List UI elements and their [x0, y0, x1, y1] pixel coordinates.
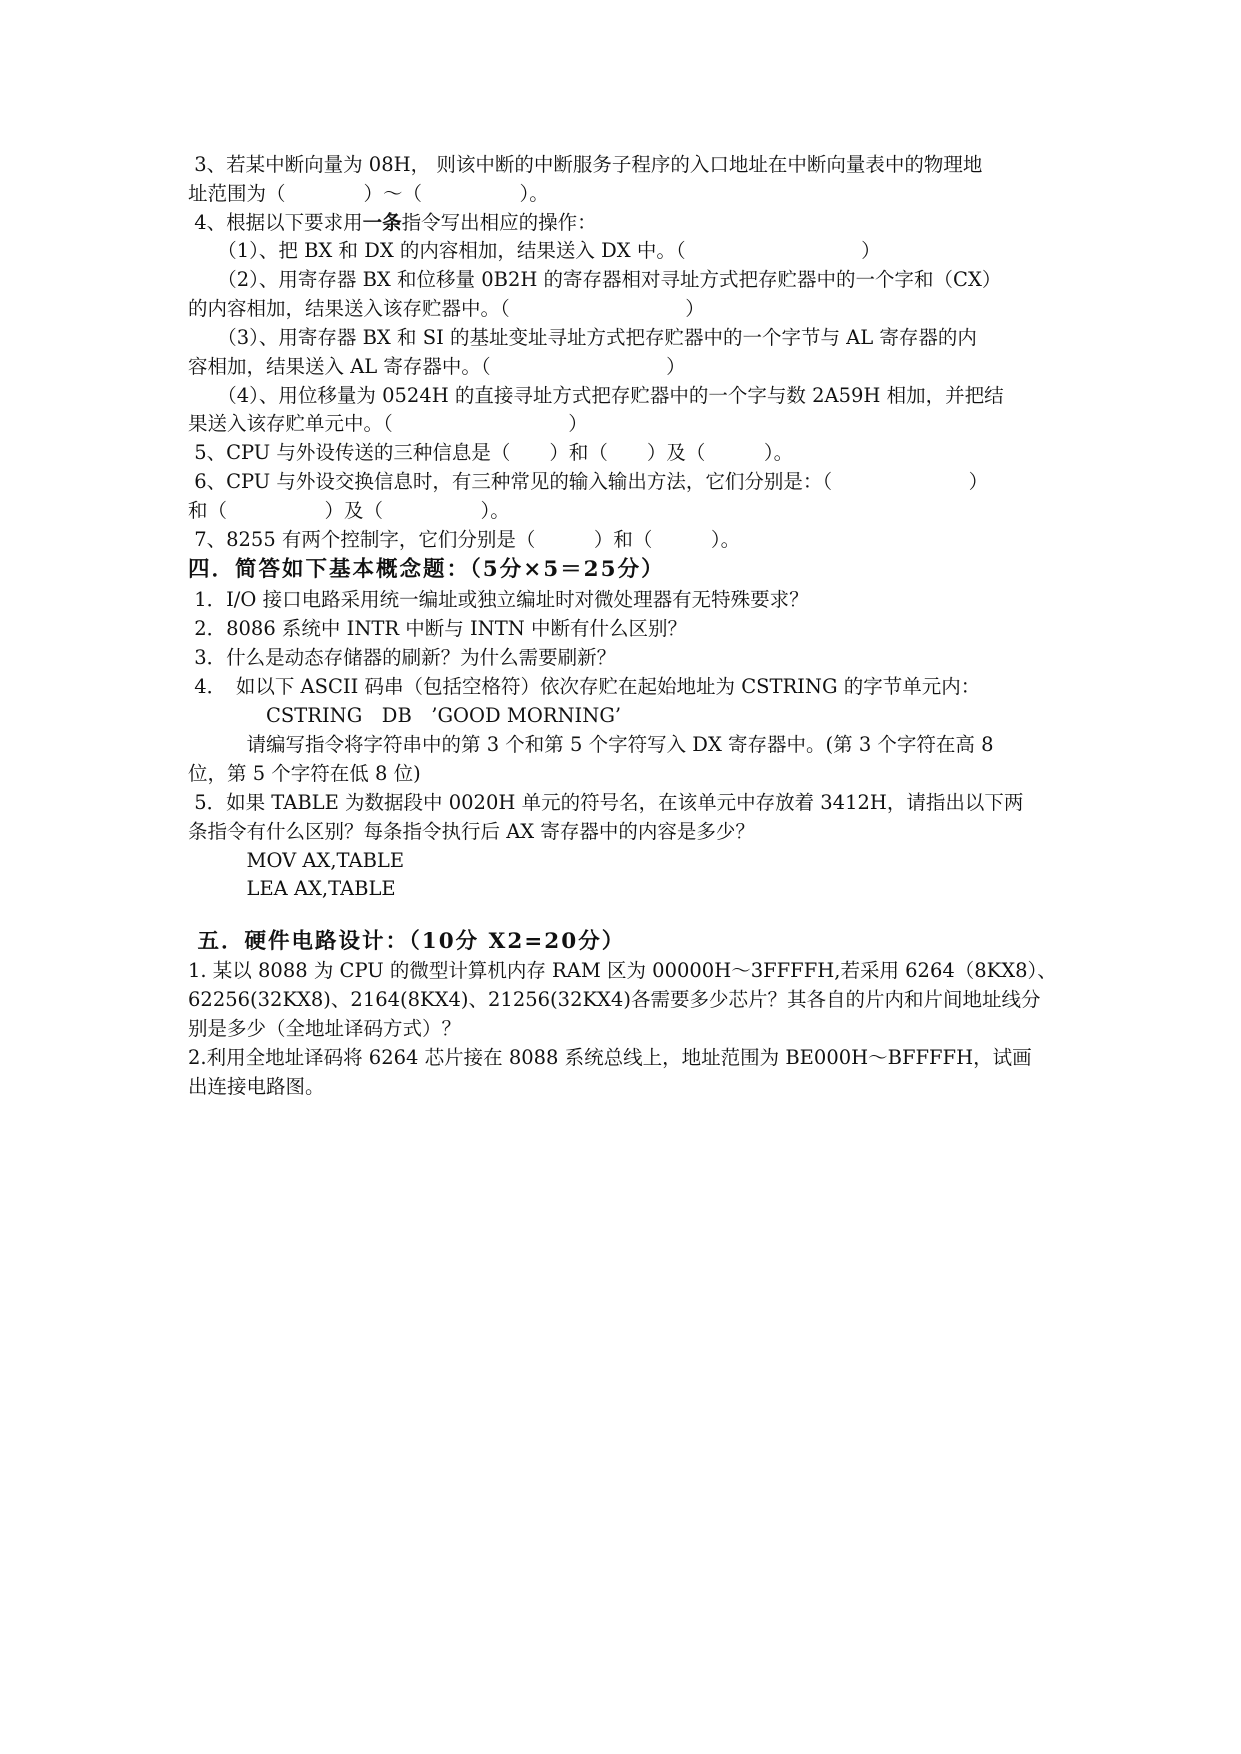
q4-sub-4-line-2: 果送入该存贮单元中。（ ） — [188, 412, 588, 435]
s4-q2: 2．8086 系统中 INTR 中断与 INTN 中断有什么区别？ — [188, 617, 688, 640]
s4-q5-line-2: 条指令有什么区别？每条指令执行后 AX 寄存器中的内容是多少？ — [188, 820, 755, 843]
s5-q2-line-2: 出连接电路图。 — [188, 1075, 325, 1098]
q5-line: 5、CPU 与外设传送的三种信息是（ ）和（ ）及（ ）。 — [188, 441, 794, 464]
section-5-title: 五．硬件电路设计：（10分 X2=20分） — [188, 929, 626, 954]
s4-q5-code-1: MOV AX,TABLE — [188, 849, 405, 872]
s5-q2-line-1: 2.利用全地址译码将 6264 芯片接在 8088 系统总线上，地址范围为 BE000H～BFFFFH，试画 — [188, 1046, 1032, 1069]
q3-line-1: 3、若某中断向量为 08H， 则该中断的中断服务子程序的入口地址在中断向量表中的物理地 — [188, 153, 983, 176]
q4-intro-a: 4、根据以下要求用 — [188, 211, 363, 234]
s5-q1-line-3: 别是多少（全地址译码方式）？ — [188, 1017, 462, 1040]
s5-q1-line-1: 1. 某以 8088 为 CPU 的微型计算机内存 RAM 区为 00000H～3FFFFH,若采用 6264（8KX8）、 — [188, 959, 1057, 982]
q4-sub-1: （1）、把 BX 和 DX 的内容相加，结果送入 DX 中。（ ） — [188, 239, 881, 262]
q4-intro-b: 指令写出相应的操作： — [401, 211, 597, 234]
s4-q5-code-2: LEA AX,TABLE — [188, 877, 396, 900]
s4-q4-code: CSTRING DB ’GOOD MORNING’ — [188, 704, 622, 727]
q4-intro-bold: 一条 — [362, 211, 402, 234]
q7-line: 7、8255 有两个控制字，它们分别是（ ）和（ ）。 — [188, 528, 741, 551]
s4-q4-line-4: 位，第 5 个字符在低 8 位) — [188, 762, 421, 785]
s4-q3: 3．什么是动态存储器的刷新？为什么需要刷新？ — [188, 646, 617, 669]
q4-intro — [188, 213, 597, 233]
q6-line-1: 6、CPU 与外设交换信息时，有三种常见的输入输出方法，它们分别是：（ ） — [188, 470, 989, 493]
s4-q1: 1．I/O 接口电路采用统一编址或独立编址时对微处理器有无特殊要求？ — [188, 588, 809, 611]
s4-q5-line-1: 5．如果 TABLE 为数据段中 0020H 单元的符号名，在该单元中存放着 3412H，请指出以下两 — [188, 791, 1024, 814]
section-4-title: 四．简答如下基本概念题：（5分×5＝25分） — [188, 557, 665, 582]
s4-q4-line-3: 请编写指令将字符串中的第 3 个和第 5 个字符写入 DX 寄存器中。(第 3 个字符在高 8 — [188, 733, 994, 756]
s4-q4-line-1: 4． 如以下 ASCII 码串（包括空格符）依次存贮在起始地址为 CSTRING 的字节单元内： — [188, 675, 981, 698]
q4-sub-3-line-2: 容相加，结果送入 AL 寄存器中。（ ） — [188, 355, 686, 378]
q4-sub-3-line-1: （3）、用寄存器 BX 和 SI 的基址变址寻址方式把存贮器中的一个字节与 AL 寄存器的内 — [188, 326, 977, 349]
q4-sub-2-line-2: 的内容相加，结果送入该存贮器中。（ ） — [188, 297, 705, 320]
q6-line-2: 和（ ）及（ ）。 — [188, 499, 510, 522]
q4-sub-4-line-1: （4）、用位移量为 0524H 的直接寻址方式把存贮器中的一个字与数 2A59H 相加，并把结 — [188, 384, 1004, 407]
q3-line-2: 址范围为（ ）～（ ）。 — [188, 182, 549, 205]
q4-sub-2-line-1: （2）、用寄存器 BX 和位移量 0B2H 的寄存器相对寻址方式把存贮器中的一个字和（CX） — [188, 268, 1002, 291]
s5-q1-line-2: 62256(32KX8)、2164(8KX4)、21256(32KX4)各需要多少芯片？其各自的片内和片间地址线分 — [188, 988, 1041, 1011]
